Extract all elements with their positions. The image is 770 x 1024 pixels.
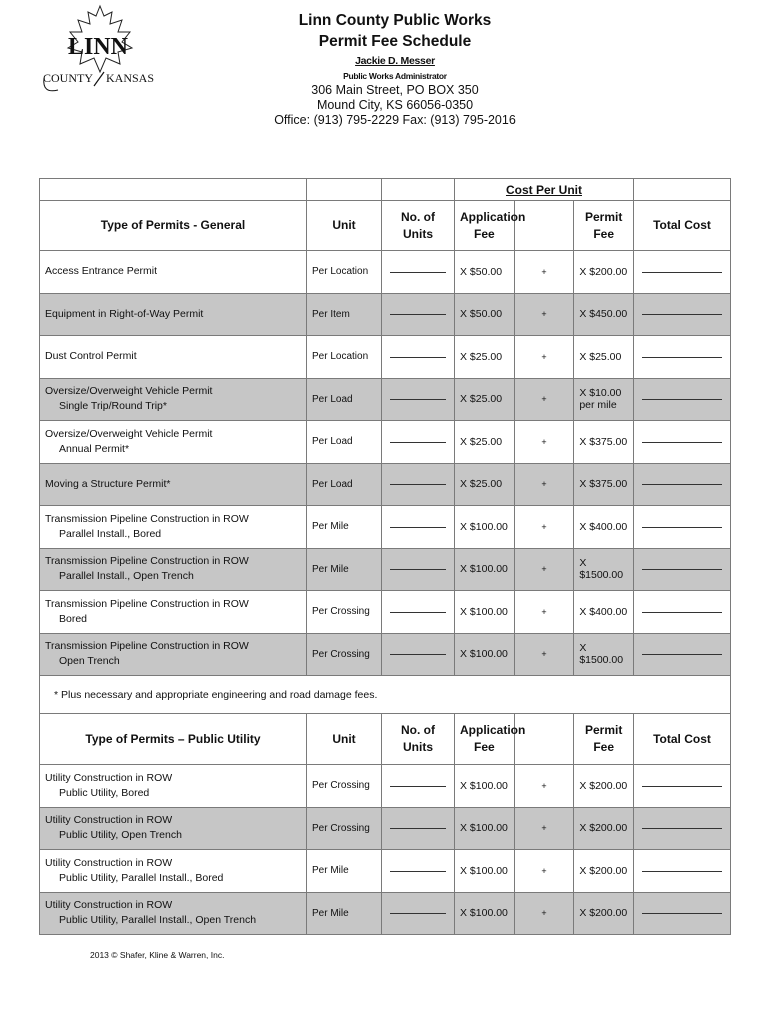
permit-fee-line-2: per mile: [579, 399, 617, 412]
units-blank: [382, 506, 455, 549]
units-blank: [382, 591, 455, 634]
permit-type-line-1: Transmission Pipeline Construction in ROW: [45, 640, 249, 653]
permit-fee-cell: [574, 506, 634, 549]
permit-type-line-2: Parallel Install., Open Trench: [59, 570, 194, 583]
total-fill-line: [642, 827, 722, 829]
total-fill-line: [642, 356, 722, 358]
total-cost-blank: [634, 765, 731, 808]
permit-fee-line-1: X $200.00: [579, 822, 628, 835]
permit-type-line-1: Utility Construction in ROW: [45, 899, 173, 912]
units-fill-line: [390, 398, 446, 400]
svg-text:LINN: LINN: [67, 34, 129, 60]
total-cost-blank: [634, 251, 731, 294]
plus-sign: +: [514, 506, 574, 549]
permit-type-line-2: Public Utility, Parallel Install., Open Trench: [59, 914, 257, 927]
total-cost-blank: [634, 421, 731, 464]
units-fill-line: [390, 785, 446, 787]
total-cost-blank: [634, 336, 731, 379]
permit-type-line-1: Oversize/Overweight Vehicle Permit: [45, 427, 213, 440]
permit-fee-cell: [574, 807, 634, 850]
permit-fee-line-1: X $375.00: [579, 435, 628, 448]
units-blank: [382, 548, 455, 591]
permit-type: [40, 548, 307, 591]
permit-type: [40, 463, 307, 506]
permit-fee-cell: [574, 633, 634, 676]
units-blank: [382, 765, 455, 808]
application-fee-cell: X $25.00: [455, 378, 515, 421]
permit-fee-cell: [574, 336, 634, 379]
permit-fee-cell: [574, 850, 634, 893]
plus-sign: +: [514, 765, 574, 808]
permit-type-line-1: Transmission Pipeline Construction in ROW: [45, 512, 249, 525]
permit-fee-line-1: X $25.00: [579, 350, 622, 363]
table-row: [40, 506, 731, 549]
total-fill-line: [642, 653, 722, 655]
note-row: [40, 676, 731, 714]
document-title: Permit Fee Schedule: [318, 33, 472, 50]
permit-fee-cell: [574, 421, 634, 464]
application-fee-cell: X $100.00: [455, 548, 515, 591]
application-fee-cell: X $100.00: [455, 807, 515, 850]
permit-fee-line-1: X $200.00: [579, 779, 628, 792]
units-blank: [382, 251, 455, 294]
unit-cell: Per Mile: [307, 892, 382, 935]
permit-type-line-2: Public Utility, Bored: [59, 786, 150, 799]
address-line-2: Mound City, KS 66056-0350: [316, 98, 474, 112]
permit-fee-line-1: X $400.00: [579, 605, 628, 618]
unit-cell: Per Mile: [307, 506, 382, 549]
unit-cell: Per Mile: [307, 548, 382, 591]
application-fee-cell: X $50.00: [455, 293, 515, 336]
org-name: Linn County Public Works: [298, 12, 492, 29]
unit-cell: Per Item: [307, 293, 382, 336]
application-fee-cell: X $100.00: [455, 506, 515, 549]
unit-cell: Per Load: [307, 378, 382, 421]
unit-cell: Per Crossing: [307, 591, 382, 634]
permit-type-line-1: Utility Construction in ROW: [45, 856, 173, 869]
permit-type-line-1: Oversize/Overweight Vehicle Permit: [45, 385, 213, 398]
plus-sign: +: [514, 293, 574, 336]
unit-cell: Per Location: [307, 336, 382, 379]
units-fill-line: [390, 483, 446, 485]
units-fill-line: [390, 356, 446, 358]
copyright-footer: 2013 © Shafer, Kline & Warren, Inc.: [90, 950, 225, 960]
table-row: [40, 892, 731, 935]
general-total-header: Total Cost: [634, 201, 731, 251]
application-fee-cell: X $100.00: [455, 633, 515, 676]
permit-type-line-2: Public Utility, Parallel Install., Bored: [59, 871, 224, 884]
total-fill-line: [642, 785, 722, 787]
total-cost-blank: [634, 463, 731, 506]
units-fill-line: [390, 568, 446, 570]
total-cost-blank: [634, 633, 731, 676]
application-fee-cell: X $50.00: [455, 251, 515, 294]
permit-type-line-1: Utility Construction in ROW: [45, 771, 173, 784]
plus-sign: +: [514, 591, 574, 634]
plus-sign: +: [514, 807, 574, 850]
permit-fee-cell: [574, 251, 634, 294]
unit-cell: Per Crossing: [307, 807, 382, 850]
table-row: [40, 293, 731, 336]
plus-sign: +: [514, 336, 574, 379]
plus-sign: +: [514, 892, 574, 935]
plus-sign: +: [514, 850, 574, 893]
permit-type: [40, 421, 307, 464]
plus-sign: +: [514, 463, 574, 506]
unit-cell: Per Crossing: [307, 633, 382, 676]
general-header-row: [40, 201, 731, 251]
total-cost-blank: [634, 506, 731, 549]
permit-type-line-1: Dust Control Permit: [45, 350, 137, 363]
total-fill-line: [642, 313, 722, 315]
permit-type: [40, 251, 307, 294]
units-blank: [382, 807, 455, 850]
total-fill-line: [642, 611, 722, 613]
permit-type-line-2: Open Trench: [59, 655, 120, 668]
permit-type: [40, 633, 307, 676]
permit-type-line-1: Access Entrance Permit: [45, 265, 158, 278]
table-row: [40, 548, 731, 591]
application-fee-cell: X $100.00: [455, 892, 515, 935]
permit-type-line-2: Parallel Install., Bored: [59, 527, 162, 540]
table-row: [40, 633, 731, 676]
permit-fee-table: [39, 178, 731, 935]
units-blank: [382, 336, 455, 379]
units-fill-line: [390, 653, 446, 655]
units-fill-line: [390, 271, 446, 273]
permit-type: [40, 892, 307, 935]
permit-type: [40, 293, 307, 336]
plus-sign: +: [514, 421, 574, 464]
unit-cell: Per Load: [307, 421, 382, 464]
permit-fee-line-1: X $200.00: [579, 907, 628, 920]
permit-fee-line-1: X $10.00: [579, 387, 622, 400]
footnote: * Plus necessary and appropriate engineering and road damage fees.: [40, 676, 731, 714]
application-fee-cell: X $25.00: [455, 421, 515, 464]
units-blank: [382, 850, 455, 893]
units-blank: [382, 293, 455, 336]
cost-per-unit-row: [40, 179, 731, 201]
total-cost-blank: [634, 591, 731, 634]
permit-type-line-1: Transmission Pipeline Construction in ROW: [45, 597, 249, 610]
plus-sign: +: [514, 548, 574, 591]
general-app-header: Application Fee: [455, 201, 515, 251]
permit-type: [40, 506, 307, 549]
plus-sign: +: [514, 251, 574, 294]
permit-fee-cell: [574, 765, 634, 808]
units-fill-line: [390, 313, 446, 315]
table-row: [40, 850, 731, 893]
units-fill-line: [390, 912, 446, 914]
permit-fee-line-1: X $400.00: [579, 520, 628, 533]
svg-text:COUNTY: COUNTY: [43, 71, 93, 85]
permit-fee-cell: [574, 548, 634, 591]
total-fill-line: [642, 483, 722, 485]
units-blank: [382, 463, 455, 506]
address-line-1: 306 Main Street, PO BOX 350: [311, 83, 479, 97]
permit-type-line-1: Utility Construction in ROW: [45, 814, 173, 827]
administrator-name: Jackie D. Messer: [355, 55, 435, 67]
plus-sign: +: [514, 378, 574, 421]
permit-type: [40, 591, 307, 634]
plus-sign: +: [514, 633, 574, 676]
table-row: [40, 251, 731, 294]
permit-fee-line-1: X $1500.00: [579, 557, 624, 582]
total-fill-line: [642, 870, 722, 872]
utility-permit-header: Permit Fee: [574, 714, 634, 765]
total-cost-blank: [634, 850, 731, 893]
permit-type-line-2: Single Trip/Round Trip*: [59, 400, 167, 413]
permit-fee-cell: [574, 591, 634, 634]
application-fee-cell: X $100.00: [455, 765, 515, 808]
total-fill-line: [642, 271, 722, 273]
unit-cell: Per Mile: [307, 850, 382, 893]
permit-fee-line-1: X $200.00: [579, 265, 628, 278]
table-row: [40, 421, 731, 464]
general-permit-header: Permit Fee: [574, 201, 634, 251]
linn-county-logo: [38, 2, 160, 100]
permit-type-line-2: Public Utility, Open Trench: [59, 829, 182, 842]
utility-total-header: Total Cost: [634, 714, 731, 765]
contact-line: Office: (913) 795-2229 Fax: (913) 795-2016: [274, 113, 516, 127]
units-fill-line: [390, 526, 446, 528]
total-fill-line: [642, 526, 722, 528]
units-blank: [382, 633, 455, 676]
total-cost-blank: [634, 378, 731, 421]
general-units-header: No. of Units: [382, 201, 455, 251]
utility-unit-header: Unit: [307, 714, 382, 765]
permit-fee-cell: [574, 293, 634, 336]
permit-fee-line-1: X $450.00: [579, 308, 628, 321]
permit-type-line-2: Annual Permit*: [59, 442, 130, 455]
unit-cell: Per Load: [307, 463, 382, 506]
administrator-role: Public Works Administrator: [343, 71, 447, 81]
units-blank: [382, 421, 455, 464]
utility-app-header: Application Fee: [455, 714, 515, 765]
permit-type: [40, 807, 307, 850]
units-blank: [382, 378, 455, 421]
units-fill-line: [390, 870, 446, 872]
table-row: [40, 336, 731, 379]
table-row: [40, 591, 731, 634]
units-fill-line: [390, 611, 446, 613]
units-fill-line: [390, 827, 446, 829]
application-fee-cell: X $100.00: [455, 850, 515, 893]
permit-type: [40, 765, 307, 808]
permit-type-line-2: Bored: [59, 612, 88, 625]
total-cost-blank: [634, 807, 731, 850]
units-fill-line: [390, 441, 446, 443]
total-cost-blank: [634, 548, 731, 591]
table-row: [40, 378, 731, 421]
svg-text:KANSAS: KANSAS: [105, 71, 155, 85]
application-fee-cell: X $25.00: [455, 463, 515, 506]
permit-fee-cell: [574, 378, 634, 421]
cost-per-unit-label: Cost Per Unit: [455, 179, 634, 201]
permit-type: [40, 378, 307, 421]
table-row: [40, 765, 731, 808]
permit-type: [40, 850, 307, 893]
total-fill-line: [642, 568, 722, 570]
document-header: [175, 10, 615, 128]
unit-cell: Per Location: [307, 251, 382, 294]
permit-fee-line-1: X $1500.00: [579, 642, 624, 667]
utility-type-header: Type of Permits – Public Utility: [40, 714, 307, 765]
permit-fee-cell: [574, 892, 634, 935]
total-fill-line: [642, 912, 722, 914]
utility-header-row: [40, 714, 731, 765]
permit-fee-cell: [574, 463, 634, 506]
permit-type-line-1: Equipment in Right-of-Way Permit: [45, 307, 204, 320]
total-fill-line: [642, 398, 722, 400]
application-fee-cell: X $100.00: [455, 591, 515, 634]
application-fee-cell: X $25.00: [455, 336, 515, 379]
total-cost-blank: [634, 293, 731, 336]
permit-type-line-1: Transmission Pipeline Construction in ROW: [45, 555, 249, 568]
permit-type-line-1: Moving a Structure Permit*: [45, 477, 171, 490]
permit-type: [40, 336, 307, 379]
general-unit-header: Unit: [307, 201, 382, 251]
unit-cell: Per Crossing: [307, 765, 382, 808]
units-blank: [382, 892, 455, 935]
total-cost-blank: [634, 892, 731, 935]
total-fill-line: [642, 441, 722, 443]
permit-fee-line-1: X $375.00: [579, 478, 628, 491]
table-row: [40, 807, 731, 850]
table-row: [40, 463, 731, 506]
permit-fee-line-1: X $200.00: [579, 864, 628, 877]
general-type-header: Type of Permits - General: [40, 201, 307, 251]
utility-units-header: No. of Units: [382, 714, 455, 765]
